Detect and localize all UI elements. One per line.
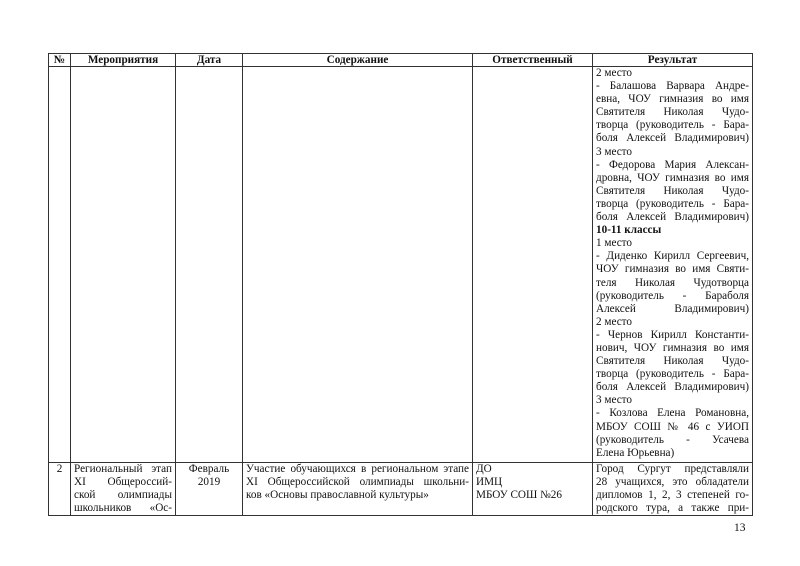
text-line: дипломов 1, 2, 3 степеней го- [596, 489, 749, 502]
text-line: 2019 [197, 476, 221, 489]
table-header-row [49, 54, 753, 67]
header-content: Содержание [243, 54, 473, 67]
cell-content [243, 463, 473, 516]
text-line: 3 место [596, 145, 633, 158]
cell-result [593, 67, 753, 463]
cell-result [593, 463, 753, 516]
text-line: - Балашова Варвара Андре- [596, 80, 749, 93]
text-line: (руководитель - Бараболя [596, 289, 749, 302]
header-responsible: Ответственный [473, 54, 593, 67]
text-line: творца (руководитель - Бара- [596, 197, 749, 210]
text-line: творца (руководитель - Бара- [596, 119, 749, 132]
text-line: родского тура, а также при- [596, 502, 749, 515]
text-line: ЧОУ гимназия во имя Святи- [596, 263, 749, 276]
text-line: 28 учащихся, это обладатели [596, 476, 749, 489]
cell-num [49, 67, 71, 463]
cell-content [243, 67, 473, 463]
text-line: МБОУ СОШ №26 [476, 489, 562, 502]
text-line: Участие обучающихся в региональном этапе [246, 463, 469, 475]
text-line: - Чернов Кирилл Константи- [596, 328, 749, 341]
text-line: МБОУ СОШ № 46 с УИОП [596, 420, 749, 433]
table-row [49, 463, 753, 516]
header-num: № [49, 54, 71, 67]
text-line: 2 место [596, 67, 633, 79]
text-line: 3 место [596, 394, 633, 407]
text-line: творца (руководитель - Бара- [596, 368, 749, 381]
text-line: Святителя Николая Чудо- [596, 106, 749, 119]
text-line: евна, ЧОУ гимназия во имя [596, 93, 749, 106]
text-line: ской олимпиады [74, 489, 172, 502]
text-line: теля Николая Чудотворца [596, 276, 749, 289]
text-line: Алексей Владимирович) [596, 302, 749, 315]
text-line: XI Общероссийской олимпиады школьни- [246, 476, 469, 489]
text-line: Февраль [188, 463, 230, 475]
cell-event [71, 67, 176, 463]
header-date: Дата [176, 54, 243, 67]
text-line: Святителя Николая Чудо- [596, 184, 749, 197]
text-line: Региональный этап [74, 463, 172, 475]
text-line: - Федорова Мария Алексан- [596, 158, 749, 171]
text-line: - Козлова Елена Романовна, [596, 407, 749, 420]
text-line: ков «Основы православной культуры» [246, 489, 429, 502]
text-line: боля Алексей Владимирович) [596, 381, 749, 394]
table-row [49, 67, 753, 463]
text-line: Елена Юрьевна) [596, 446, 675, 459]
text-line: ДО [476, 463, 492, 475]
text-line: - Диденко Кирилл Сергеевич, [596, 250, 749, 263]
text-line: школьников «Ос- [74, 502, 172, 515]
cell-responsible [473, 463, 593, 516]
header-event: Мероприятия [71, 54, 176, 67]
text-line: нович, ЧОУ гимназия во имя [596, 341, 749, 354]
text-line: 10-11 классы [596, 224, 662, 237]
cell-event [71, 463, 176, 516]
events-table [48, 53, 753, 516]
text-line: дровна, ЧОУ гимназия во имя [596, 171, 749, 184]
text-line: 1 место [596, 237, 633, 250]
cell-date [176, 463, 243, 516]
text-line: боля Алексей Владимирович) [596, 132, 749, 145]
text-line: ИМЦ [476, 476, 503, 489]
cell-num: 2 [49, 463, 71, 516]
text-line: боля Алексей Владимирович) [596, 211, 749, 224]
text-line: Город Сургут представляли [596, 463, 749, 475]
cell-date [176, 67, 243, 463]
page-number: 13 [734, 522, 746, 534]
header-result: Результат [593, 54, 753, 67]
cell-responsible [473, 67, 593, 463]
text-line: Святителя Николая Чудо- [596, 355, 749, 368]
text-line: XI Общероссий- [74, 476, 172, 489]
text-line: (руководитель - Усачева [596, 433, 749, 446]
text-line: 2 место [596, 315, 633, 328]
